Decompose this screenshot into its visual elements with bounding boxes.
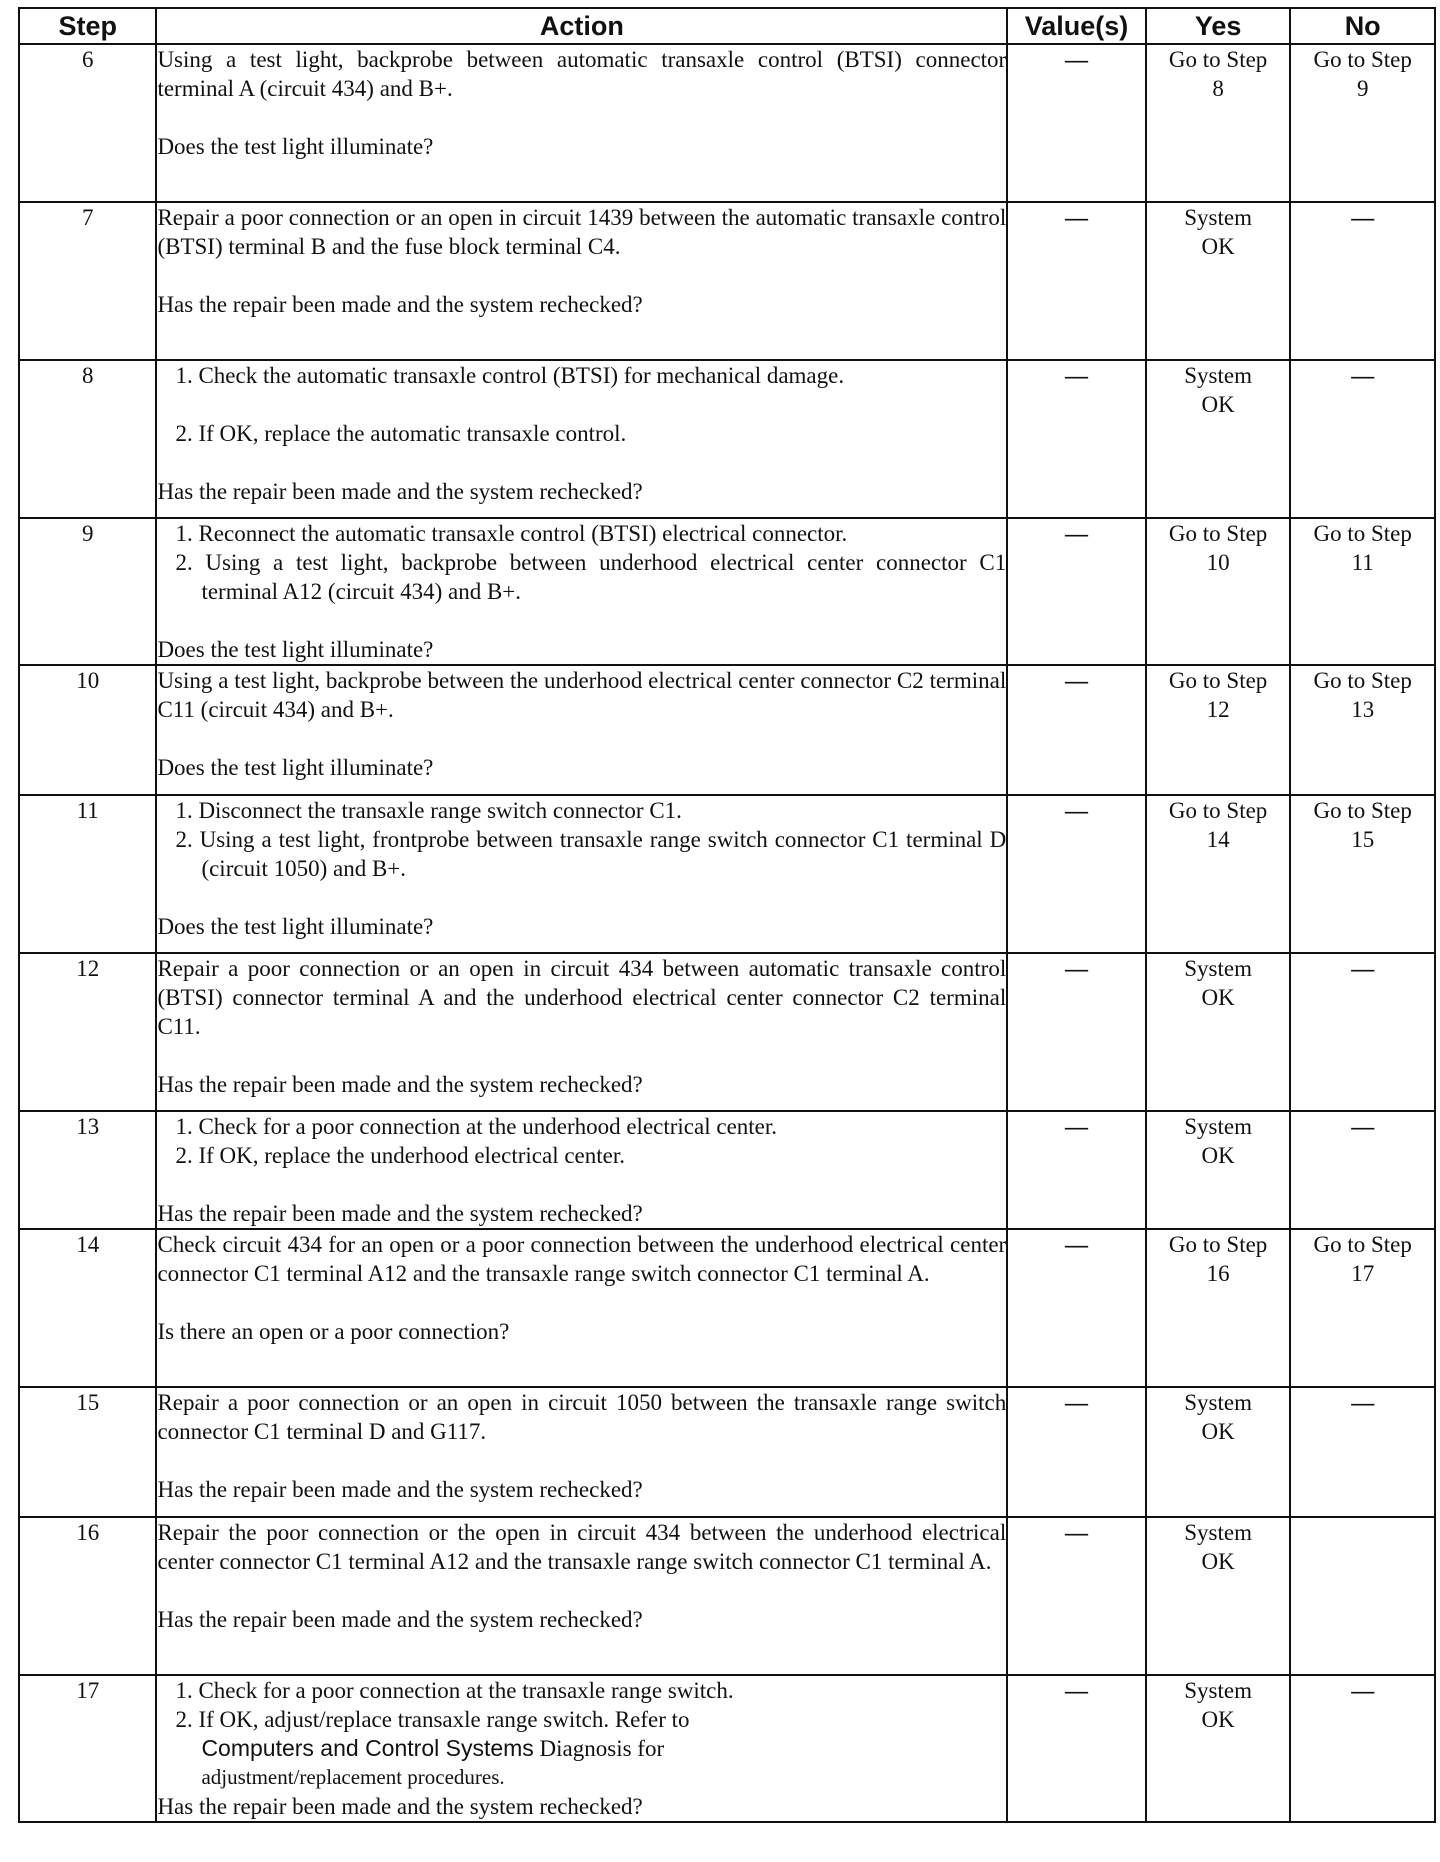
yes-result: Go to Step: [1168, 668, 1268, 693]
action-cell: [156, 1111, 1007, 1229]
step-number: 6: [19, 44, 156, 202]
yes-result-cell: [1146, 795, 1291, 953]
value-cell: [1007, 202, 1146, 360]
action-question: Is there an open or a poor connection?: [157, 1319, 510, 1344]
yes-result: Go to Step: [1168, 1232, 1268, 1257]
table-row: [19, 1675, 1435, 1822]
header-step: Step: [19, 8, 156, 44]
yes-result: OK: [1201, 392, 1235, 417]
step-number: 9: [19, 518, 156, 665]
action-question: Has the repair been made and the system rechecked?: [157, 1794, 643, 1819]
spacer: [157, 724, 1006, 753]
spacer: [157, 1576, 1006, 1605]
yes-result: OK: [1201, 1707, 1235, 1732]
value-dash: —: [1065, 1520, 1089, 1545]
no-result: 15: [1351, 827, 1375, 852]
spacer: [157, 1041, 1006, 1070]
table-row: [19, 1111, 1435, 1229]
value-cell: [1007, 1387, 1146, 1517]
value-dash: —: [1065, 1114, 1089, 1139]
action-cell: [156, 1675, 1007, 1822]
table-row: [19, 665, 1435, 795]
yes-result-cell: [1146, 1675, 1291, 1822]
no-result-cell: [1290, 518, 1435, 665]
spacer: [157, 390, 1006, 419]
yes-result-cell: [1146, 1111, 1291, 1229]
action-question: Does the test light illuminate?: [157, 637, 434, 662]
action-cell: [156, 795, 1007, 953]
action-cell: [156, 953, 1007, 1111]
value-dash: —: [1065, 668, 1089, 693]
action-instruction: Repair a poor connection or an open in circuit 1439 between the automatic transaxle control (BTSI) terminal B and the fuse block terminal C4.: [157, 205, 1007, 259]
yes-result-cell: [1146, 1517, 1291, 1675]
spacer: [157, 1446, 1006, 1475]
action-question: Has the repair been made and the system rechecked?: [157, 479, 643, 504]
no-result: Go to Step: [1313, 668, 1412, 693]
yes-result: 10: [1206, 550, 1230, 575]
yes-result-cell: [1146, 665, 1291, 795]
action-cell: [156, 202, 1007, 360]
action-question: Has the repair been made and the system rechecked?: [157, 1477, 643, 1502]
no-result-cell: [1290, 202, 1435, 360]
spacer: [157, 1170, 1006, 1199]
action-item: 2. If OK, replace the automatic transaxle control.: [175, 421, 627, 446]
action-question: Has the repair been made and the system rechecked?: [157, 1201, 643, 1226]
value-dash: —: [1065, 1232, 1089, 1257]
action-instruction: Repair a poor connection or an open in circuit 1050 between the transaxle range switch connector C1 terminal D and G117.: [157, 1390, 1007, 1444]
yes-result-cell: [1146, 518, 1291, 665]
no-result: —: [1351, 1114, 1375, 1139]
yes-result: System: [1184, 363, 1252, 388]
yes-result: System: [1184, 956, 1252, 981]
step-number: 10: [19, 665, 156, 795]
manual-section-reference: Computers and Control Systems: [201, 1735, 534, 1761]
value-cell: [1007, 1675, 1146, 1822]
yes-result: 16: [1206, 1261, 1230, 1286]
yes-result: Go to Step: [1168, 798, 1268, 823]
spacer: [157, 606, 1006, 635]
action-cell: [156, 1517, 1007, 1675]
spacer: [157, 1288, 1006, 1317]
yes-result-cell: [1146, 1229, 1291, 1387]
value-cell: [1007, 665, 1146, 795]
action-instruction: Using a test light, backprobe between automatic transaxle control (BTSI) connector terminal A (circuit 434) and B+.: [157, 47, 1007, 101]
action-item-continued: [157, 1734, 1006, 1763]
action-cell: [156, 518, 1007, 665]
action-item: 1. Reconnect the automatic transaxle control (BTSI) electrical connector.: [175, 521, 848, 546]
action-instruction: Using a test light, backprobe between the underhood electrical center connector C2 terminal C11 (circuit 434) and B+.: [157, 668, 1007, 722]
step-number: 7: [19, 202, 156, 360]
value-cell: [1007, 1111, 1146, 1229]
yes-result: 14: [1206, 827, 1230, 852]
no-result: —: [1351, 363, 1375, 388]
yes-result-cell: [1146, 44, 1291, 202]
yes-result: System: [1184, 1520, 1252, 1545]
action-instruction: Repair the poor connection or the open in circuit 434 between the underhood electrical center connector C1 terminal A12 and the transaxle range switch connector C1 terminal A.: [157, 1520, 1007, 1574]
step-number: 11: [19, 795, 156, 953]
no-result-cell: [1290, 795, 1435, 953]
table-row: [19, 795, 1435, 953]
no-result: Go to Step: [1313, 1232, 1412, 1257]
action-question: Has the repair been made and the system rechecked?: [157, 292, 643, 317]
value-cell: [1007, 1229, 1146, 1387]
yes-result: System: [1184, 1390, 1252, 1415]
spacer: [157, 448, 1006, 477]
yes-result: System: [1184, 1678, 1252, 1703]
diagnostic-table-page: [18, 7, 1436, 1823]
value-cell: [1007, 1517, 1146, 1675]
yes-result-cell: [1146, 953, 1291, 1111]
value-dash: —: [1065, 205, 1089, 230]
table-row: [19, 360, 1435, 518]
table-row: [19, 202, 1435, 360]
yes-result: OK: [1201, 985, 1235, 1010]
value-dash: —: [1065, 1390, 1089, 1415]
action-item: 2. Using a test light, frontprobe between transaxle range switch connector C1 terminal D (circuit 1050) and B+.: [175, 827, 1007, 881]
no-result-cell: [1290, 953, 1435, 1111]
yes-result: OK: [1201, 1419, 1235, 1444]
no-result: 11: [1351, 550, 1374, 575]
step-number: 8: [19, 360, 156, 518]
no-result: Go to Step: [1313, 798, 1412, 823]
yes-result: System: [1184, 205, 1252, 230]
action-question: Does the test light illuminate?: [157, 134, 434, 159]
value-cell: [1007, 795, 1146, 953]
step-number: 17: [19, 1675, 156, 1822]
yes-result-cell: [1146, 1387, 1291, 1517]
header-no: No: [1290, 8, 1435, 44]
table-row: [19, 1517, 1435, 1675]
action-question: Has the repair been made and the system rechecked?: [157, 1072, 643, 1097]
no-result-cell: [1290, 1387, 1435, 1517]
spacer: [157, 883, 1006, 912]
no-result-cell: [1290, 1229, 1435, 1387]
step-number: 15: [19, 1387, 156, 1517]
value-dash: —: [1065, 956, 1089, 981]
action-item: 2. If OK, adjust/replace transaxle range switch. Refer to: [175, 1707, 690, 1732]
no-result-cell: [1290, 1517, 1435, 1675]
action-question: Does the test light illuminate?: [157, 755, 434, 780]
yes-result: Go to Step: [1168, 47, 1268, 72]
yes-result: 8: [1212, 76, 1224, 101]
no-result-cell: [1290, 665, 1435, 795]
step-number: 16: [19, 1517, 156, 1675]
value-dash: —: [1065, 363, 1089, 388]
action-item: 1. Check the automatic transaxle control (BTSI) for mechanical damage.: [175, 363, 845, 388]
action-question: Does the test light illuminate?: [157, 914, 434, 939]
table-row: [19, 518, 1435, 665]
no-result-cell: [1290, 1111, 1435, 1229]
value-cell: [1007, 518, 1146, 665]
diagnostic-table: [18, 7, 1436, 1823]
value-dash: —: [1065, 798, 1089, 823]
table-header-row: [19, 8, 1435, 44]
step-number: 14: [19, 1229, 156, 1387]
action-item: 1. Check for a poor connection at the underhood electrical center.: [175, 1114, 778, 1139]
no-result: —: [1351, 956, 1375, 981]
yes-result-cell: [1146, 202, 1291, 360]
table-row: [19, 1387, 1435, 1517]
value-dash: —: [1065, 1678, 1089, 1703]
table-body: [19, 44, 1435, 1822]
no-result: Go to Step: [1313, 521, 1412, 546]
no-result: —: [1351, 1390, 1375, 1415]
yes-result: System: [1184, 1114, 1252, 1139]
no-result: 9: [1356, 76, 1369, 101]
header-values: Value(s): [1007, 8, 1146, 44]
value-cell: [1007, 360, 1146, 518]
table-row: [19, 1229, 1435, 1387]
header-yes: Yes: [1146, 8, 1291, 44]
yes-result: OK: [1201, 234, 1235, 259]
no-result: Go to Step: [1313, 47, 1412, 72]
step-number: 13: [19, 1111, 156, 1229]
yes-result: OK: [1201, 1549, 1235, 1574]
action-question: Has the repair been made and the system rechecked?: [157, 1607, 643, 1632]
action-cell: [156, 1229, 1007, 1387]
action-cell: [156, 360, 1007, 518]
table-row: [19, 44, 1435, 202]
no-result: 17: [1351, 1261, 1375, 1286]
action-text: Diagnosis for: [533, 1736, 665, 1761]
no-result: 13: [1351, 697, 1375, 722]
yes-result: 12: [1206, 697, 1230, 722]
spacer: [157, 103, 1006, 132]
value-cell: [1007, 44, 1146, 202]
action-cell: [156, 665, 1007, 795]
action-item-continued: adjustment/replacement procedures.: [201, 1765, 505, 1789]
table-row: [19, 953, 1435, 1111]
spacer: [157, 261, 1006, 290]
action-item: 1. Disconnect the transaxle range switch connector C1.: [175, 798, 682, 823]
no-result-cell: [1290, 1675, 1435, 1822]
value-dash: —: [1065, 521, 1089, 546]
yes-result: OK: [1201, 1143, 1235, 1168]
yes-result: Go to Step: [1168, 521, 1268, 546]
value-dash: —: [1065, 47, 1089, 72]
yes-result-cell: [1146, 360, 1291, 518]
no-result-cell: [1290, 44, 1435, 202]
action-cell: [156, 1387, 1007, 1517]
action-item: 1. Check for a poor connection at the transaxle range switch.: [175, 1678, 734, 1703]
value-cell: [1007, 953, 1146, 1111]
step-number: 12: [19, 953, 156, 1111]
action-item: 2. Using a test light, backprobe between underhood electrical center connector C1 terminal A12 (circuit 434) and B+.: [175, 550, 1007, 604]
no-result: —: [1351, 1678, 1375, 1703]
action-instruction: Repair a poor connection or an open in circuit 434 between automatic transaxle control (BTSI) connector terminal A and the underhood electrical center connector C2 terminal C11.: [157, 956, 1007, 1039]
action-cell: [156, 44, 1007, 202]
action-instruction: Check circuit 434 for an open or a poor connection between the underhood electrical center connector C1 terminal A12 and the transaxle range switch connector C1 terminal A.: [157, 1232, 1007, 1286]
no-result: —: [1351, 205, 1375, 230]
action-item: 2. If OK, replace the underhood electrical center.: [175, 1143, 625, 1168]
no-result-cell: [1290, 360, 1435, 518]
header-action: Action: [156, 8, 1007, 44]
